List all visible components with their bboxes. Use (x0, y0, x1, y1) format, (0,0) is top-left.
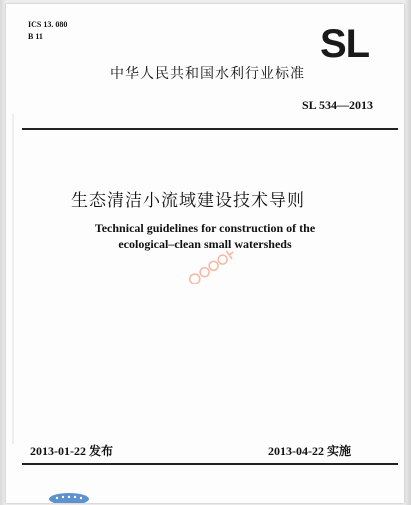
title-chinese: 生态清洁小流域建设技术导则 (71, 191, 305, 211)
top-divider (22, 128, 398, 130)
publisher-stamp-icon (47, 491, 91, 503)
scan-streak (12, 114, 14, 444)
issuer-line: 中华人民共和国水利行业标准 (110, 66, 305, 82)
issue-date: 2013-01-22 发布 (30, 444, 113, 458)
document-cover (6, 4, 404, 503)
title-english-line2: ecological–clean small watersheds (118, 237, 292, 251)
standard-number: SL 534—2013 (302, 98, 374, 112)
title-english-line1: Technical guidelines for construction of the (94, 221, 316, 235)
sl-logo: SL (320, 22, 370, 66)
ccs-code: B 11 (28, 32, 43, 41)
watermark-logo (181, 250, 243, 284)
page-edge-right (404, 0, 411, 505)
ics-code: ICS 13. 080 (28, 20, 68, 29)
classification-codes (28, 19, 67, 43)
bottom-divider (22, 463, 398, 465)
implementation-date: 2013-04-22 实施 (268, 444, 351, 458)
